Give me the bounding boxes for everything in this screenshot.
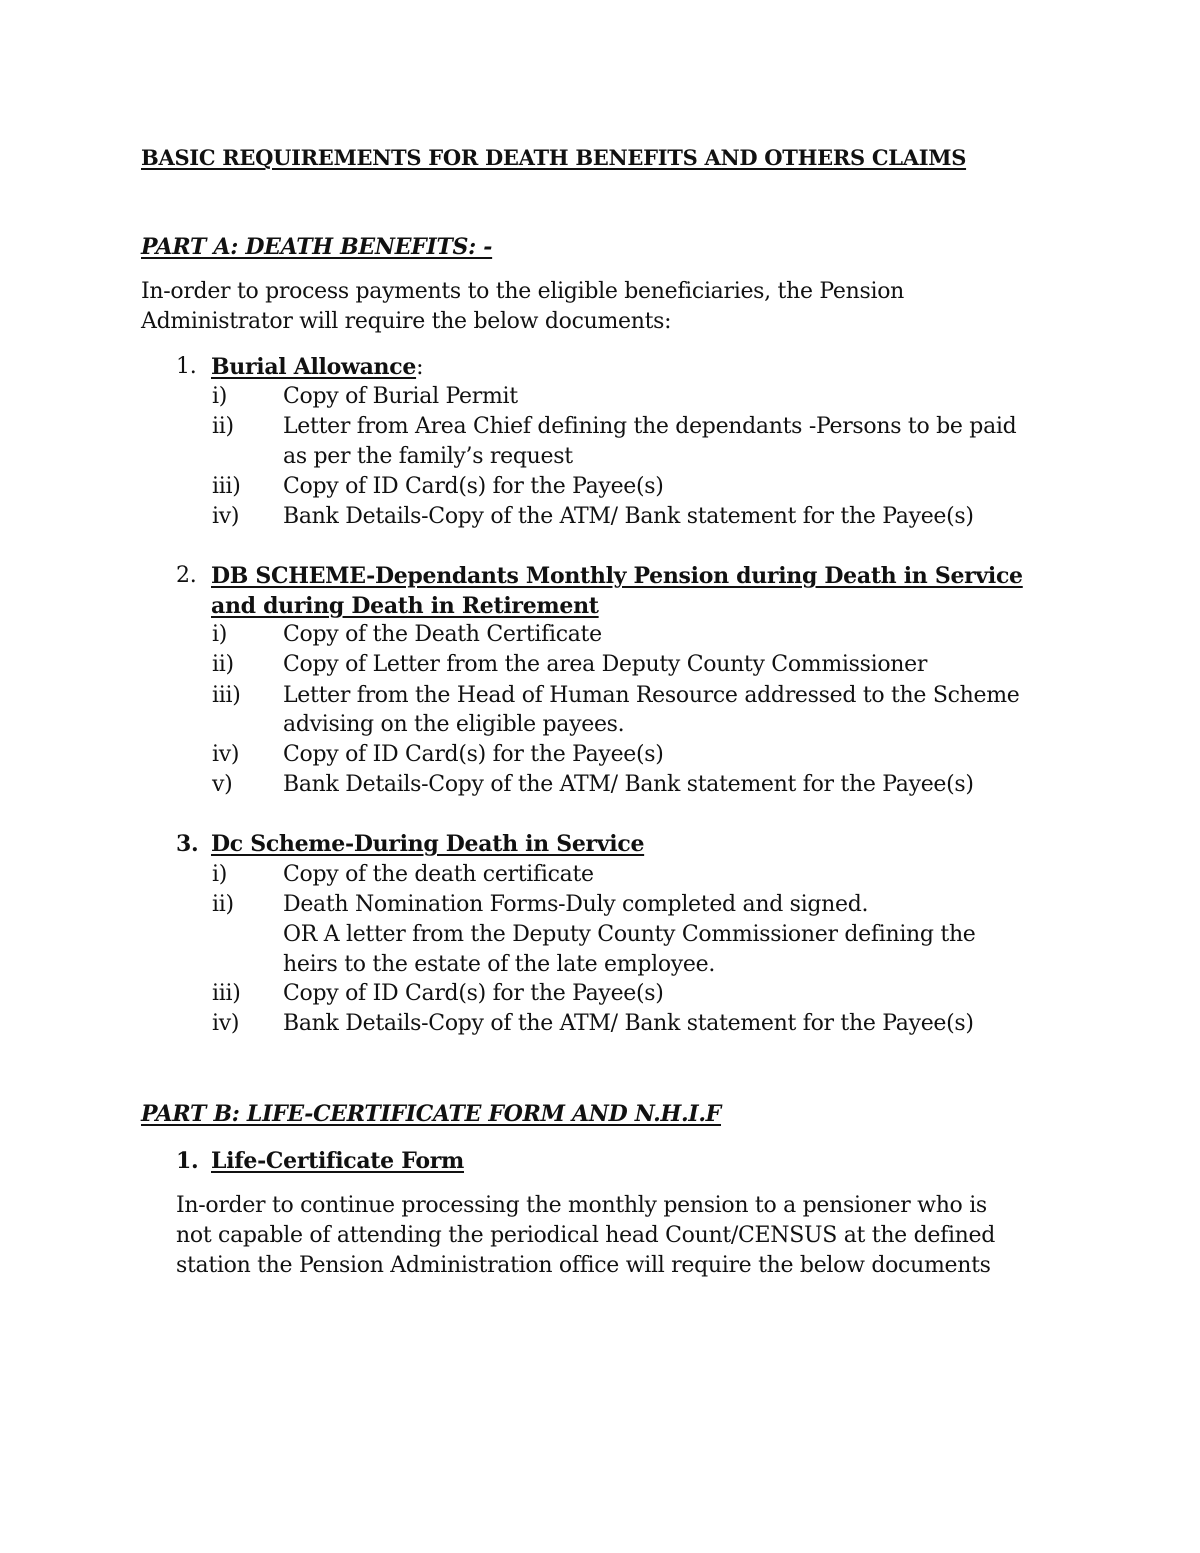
- section-2-item-2-text: Copy of Letter from the area Deputy County Commissioner: [283, 652, 928, 677]
- section-2-item-1-text: Copy of the Death Certificate: [283, 622, 602, 647]
- section-2-item-5-roman: v): [212, 772, 233, 797]
- part-b-heading: PART B: LIFE-CERTIFICATE FORM AND N.H.I.F: [141, 1101, 721, 1127]
- part-b-section-1-number: 1.: [176, 1148, 199, 1174]
- section-3-item-1-text: Copy of the death certificate: [283, 862, 594, 887]
- part-a-heading: PART A: DEATH BENEFITS: -: [141, 234, 493, 260]
- section-1-item-3-roman: iii): [212, 474, 241, 499]
- section-2-number: 2.: [176, 563, 197, 588]
- section-3-item-2-text-line-1: Death Nomination Forms-Duly completed and signed.: [283, 892, 869, 917]
- section-3-title: Dc Scheme-During Death in Service: [211, 831, 645, 857]
- part-b-section-1-title: Life-Certificate Form: [211, 1148, 464, 1174]
- section-2-title-line-2: and during Death in Retirement: [211, 593, 599, 619]
- section-2-item-4-text: Copy of ID Card(s) for the Payee(s): [283, 742, 664, 767]
- section-1-item-2-text-line-2: as per the family’s request: [283, 444, 573, 469]
- section-1-title: Burial Allowance: [211, 354, 417, 380]
- section-1-item-1-roman: i): [212, 384, 228, 409]
- section-2-item-3-text-line-2: advising on the eligible payees.: [283, 712, 625, 737]
- document-title: BASIC REQUIREMENTS FOR DEATH BENEFITS AND OTHERS CLAIMS: [141, 145, 967, 170]
- section-1-title-wrap: [211, 352, 423, 383]
- section-3-item-4-roman: iv): [212, 1011, 240, 1036]
- section-3-item-3-text: Copy of ID Card(s) for the Payee(s): [283, 981, 664, 1006]
- section-3-number: 3.: [176, 831, 199, 857]
- section-1-item-4-text: Bank Details-Copy of the ATM/ Bank statement for the Payee(s): [283, 504, 974, 529]
- section-1-number: 1.: [176, 354, 197, 379]
- section-2-item-3-text-line-1: Letter from the Head of Human Resource addressed to the Scheme: [283, 683, 1020, 708]
- section-3-item-3-roman: iii): [212, 981, 241, 1006]
- part-b-paragraph-line-2: not capable of attending the periodical head Count/CENSUS at the defined: [176, 1223, 996, 1248]
- part-b-paragraph-line-1: In-order to continue processing the monthly pension to a pensioner who is: [176, 1193, 987, 1218]
- part-a-intro-line-1: In-order to process payments to the eligible beneficiaries, the Pension: [141, 279, 905, 304]
- section-1-item-3-text: Copy of ID Card(s) for the Payee(s): [283, 474, 664, 499]
- section-2-item-5-text: Bank Details-Copy of the ATM/ Bank statement for the Payee(s): [283, 772, 974, 797]
- section-3-item-2-text-line-2: OR A letter from the Deputy County Commissioner defining the: [283, 922, 976, 947]
- section-2-item-1-roman: i): [212, 622, 228, 647]
- section-3-item-2-text-line-3: heirs to the estate of the late employee.: [283, 952, 716, 977]
- section-1-item-4-roman: iv): [212, 504, 240, 529]
- section-2-item-3-roman: iii): [212, 683, 241, 708]
- section-1-item-2-text-line-1: Letter from Area Chief defining the dependants -Persons to be paid: [283, 414, 1017, 439]
- section-3-item-2-roman: ii): [212, 892, 234, 917]
- section-2-title-line-1: DB SCHEME-Dependants Monthly Pension during Death in Service: [211, 563, 1023, 589]
- section-1-title-suffix: :: [416, 355, 424, 380]
- section-3-item-4-text: Bank Details-Copy of the ATM/ Bank statement for the Payee(s): [283, 1011, 974, 1036]
- part-a-intro-line-2: Administrator will require the below documents:: [141, 309, 672, 334]
- section-1-item-1-text: Copy of Burial Permit: [283, 384, 518, 409]
- section-1-item-2-roman: ii): [212, 414, 234, 439]
- section-2-item-4-roman: iv): [212, 742, 240, 767]
- section-3-item-1-roman: i): [212, 862, 228, 887]
- section-2-item-2-roman: ii): [212, 652, 234, 677]
- part-b-paragraph-line-3: station the Pension Administration office will require the below documents: [176, 1253, 991, 1278]
